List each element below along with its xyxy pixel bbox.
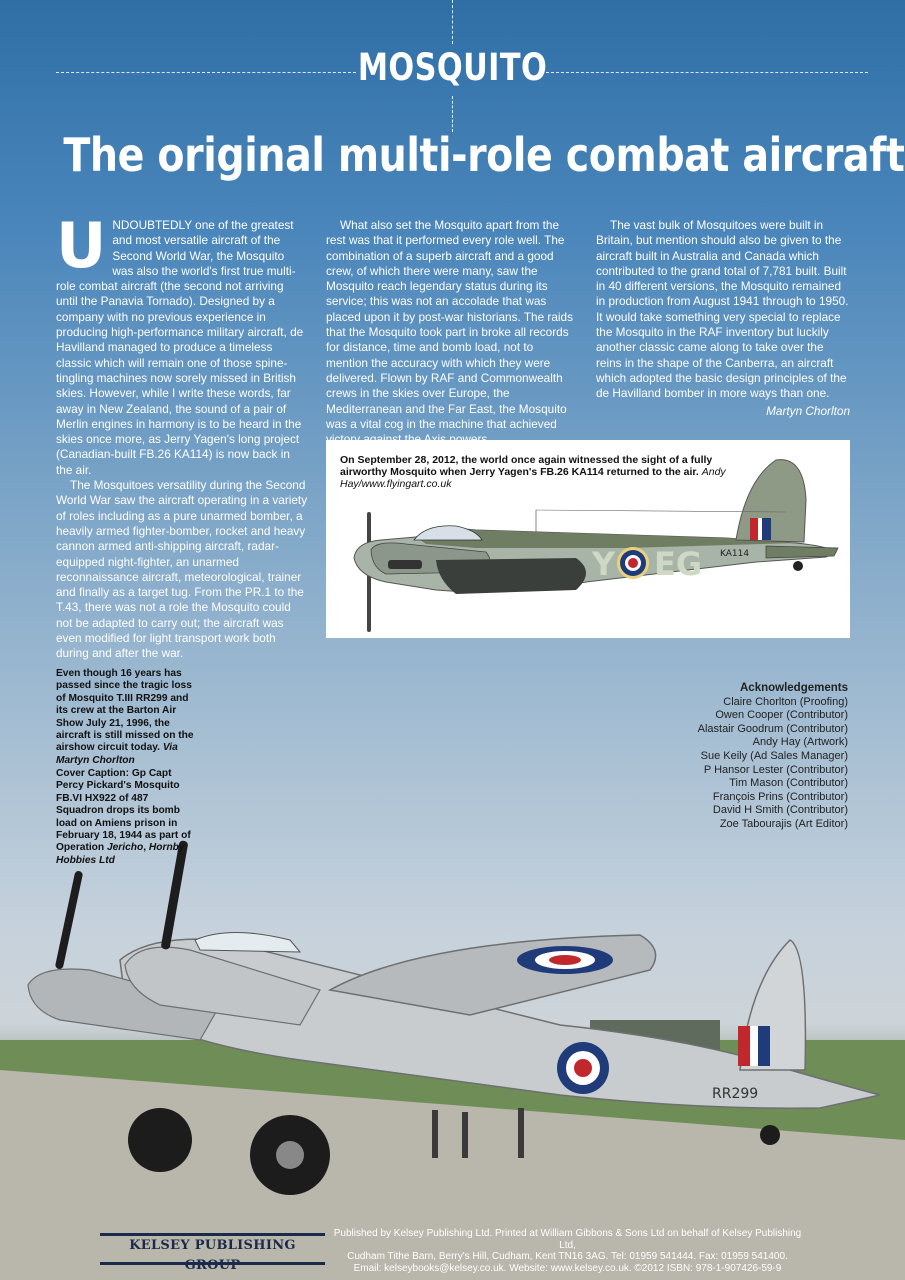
fin-flash-blue xyxy=(762,518,771,540)
publisher-logo-text: KELSEY PUBLISHING GROUP xyxy=(129,1238,296,1273)
byline: Martyn Chorlton xyxy=(766,403,850,418)
acknowledgement-item: Owen Cooper (Contributor) xyxy=(715,709,848,722)
paragraph xyxy=(56,209,308,478)
article-column-1 xyxy=(56,209,308,662)
section-kicker: MOSQUITO xyxy=(357,46,548,89)
acknowledgement-item: David H Smith (Contributor) xyxy=(712,804,848,817)
roundel-red xyxy=(628,558,638,568)
acknowledgement-item: Tim Mason (Contributor) xyxy=(729,777,848,790)
paragraph-text: NDOUBTEDLY one of the greatest and most versatile aircraft of the Second World War, the Mosquito was also the world's first true multi-role combat aircraft (the second not arriving until the Panavia Tornado). Designed by a company with no previous experience in producing high-performance military aircraft, de Havilland managed to produce a timeless classic which will remain one of those spine-tingling machines now sorely missed in British skies. However, while I write these words, far away in New Zealand, the sound of a pair of Merlin engines in harmony is to be heard in the skies once more, as Jerry Yagen's long project (Canadian-built FB.26 KA114) is now back in the air. xyxy=(56,218,304,477)
propeller-port xyxy=(55,870,84,969)
artwork-panel xyxy=(326,440,850,638)
paragraph: The Mosquitoes versatility during the Second World War saw the aircraft operating in a variety of roles including as a pure unarmed bomber, a heavily armed fighter-bomber, rocket and heavy cannon armed anti-shipping aircraft, radar-equipped night-fighter, an unarmed reconnaissance aircraft, meteorological, trainer and finally as a target tug. From the PR.1 to the T.43, there was not a role the Mosquito could not be adapted to carry out; the aircraft was even modified for light transport work both during and after the war. xyxy=(56,478,308,661)
main-wheel-port xyxy=(128,1108,192,1172)
operation-name: Jericho xyxy=(106,842,144,854)
cover-caption: Cover Caption: Gp Capt Percy Pickard's Mosquito FB.VI HX922 of 487 Squadron drops its bomb load on Amiens prison in February 18, 1944 as part of Operation Jericho, Hornby Hobbies Ltd xyxy=(56,768,191,866)
divider-mid xyxy=(452,96,453,132)
fin-flash-white xyxy=(758,518,762,540)
code-letters-left: Y xyxy=(592,545,616,583)
tail-wheel-photo xyxy=(760,1125,780,1145)
photo-serial: RR299 xyxy=(712,1086,759,1102)
photo-fin-flash-red xyxy=(738,1026,750,1066)
publisher-logo xyxy=(100,1233,325,1273)
photo-fin-flash-blue xyxy=(758,1026,770,1066)
exhaust-stubs xyxy=(388,560,422,569)
person xyxy=(462,1112,468,1158)
dropcap: U xyxy=(56,209,107,282)
imprint-line: Published by Kelsey Publishing Ltd. Printed at William Gibbons & Sons Ltd on behalf of Kelsey Publishing Ltd, xyxy=(333,1228,802,1251)
person xyxy=(518,1108,524,1158)
tailplane xyxy=(766,546,838,558)
artwork-caption-text: On September 28, 2012, the world once again witnessed the sight of a fully airworthy Mosquito when Jerry Yagen's FB.26 KA114 returned to the air. xyxy=(340,454,713,478)
imprint-line: Cudham Tithe Barn, Berry's Hill, Cudham, Kent TN16 3AG. Tel: 01959 541444. Fax: 01959 541400. xyxy=(347,1251,788,1263)
photo-caption-rr299 xyxy=(56,668,196,767)
photo-canopy xyxy=(195,933,300,953)
wing-underside xyxy=(436,558,586,594)
acknowledgements xyxy=(698,682,848,832)
article-column-3 xyxy=(596,218,850,419)
cover-caption-text: Cover Caption: Gp Capt Percy Pickard's Mosquito FB.VI HX922 of 487 Squadron drops its bomb load on Amiens prison in February 18, 1944 as part of Operation xyxy=(56,768,191,854)
serial-number: KA114 xyxy=(720,549,750,559)
rr299-photo xyxy=(0,840,905,1280)
paragraph: What also set the Mosquito apart from the rest was that it performed every role well. The combination of a superb aircraft and a good crew, of which there were many, saw the Mosquito reach legendary status during its service; this was not an accolade that was placed upon it by post-war historians. The raids that the Mosquito took part in broke all records for distance, time and bomb load, not to mention the accuracy with which they were delivered. Flown by RAF and Commonwealth crews in the skies over Europe, the Mediterranean and the Far East, the Mosquito was a vital cog in the machine that achieved xyxy=(326,218,573,431)
photo-fin-flash-white xyxy=(750,1026,758,1066)
tail-wheel xyxy=(793,561,803,571)
paragraph: The vast bulk of Mosquitoes were built in Britain, but mention should also be given to the aircraft built in Australia and Canada which contributed to the grand total of 7,781 built. Built in 40 different versions, the Mosquito remained in production from August 1941 through to 1950. It would take something very special to replace the Mosquito in the RAF inventory but luckily another classic came along to take over the reins in the shape of the Canberra, an aircraft which adopted the basic design principles of the de Havilland bomber in more ways than one. xyxy=(596,218,849,401)
acknowledgement-item: P Hansor Lester (Contributor) xyxy=(703,763,848,776)
imprint-line: Email: kelseybooks@kelsey.co.uk. Website: www.kelsey.co.uk. ©2012 ISBN: 978-1-907426-59-9 xyxy=(353,1262,782,1274)
divider-top xyxy=(452,0,453,44)
imprint xyxy=(330,1228,805,1274)
article-column-2 xyxy=(326,218,578,447)
mosquito-artwork xyxy=(326,440,850,638)
acknowledgements-title: Acknowledgements xyxy=(740,682,848,694)
wing-roundel-red xyxy=(549,955,581,965)
acknowledgement-item: Alastair Goodrum (Contributor) xyxy=(697,722,848,735)
artwork-credit: Andy Hay/www.flyingart.co.uk xyxy=(340,466,726,490)
person xyxy=(432,1110,438,1158)
acknowledgement-item: François Prins (Contributor) xyxy=(712,790,848,803)
code-letters-right: EG xyxy=(654,545,703,583)
acknowledgement-item: Andy Hay (Artwork) xyxy=(752,736,848,749)
acknowledgement-item: Claire Chorlton (Proofing) xyxy=(723,695,848,708)
caption-text: Even though 16 years has passed since the tragic loss of Mosquito T.III RR299 and its crew at the Barton Air Show July 21, 1996, the aircraft is still missed on the airshow circuit today. xyxy=(56,668,194,754)
acknowledgement-item: Sue Keily (Ad Sales Manager) xyxy=(700,749,848,762)
page-title: The original multi-role combat aircraft xyxy=(63,128,905,182)
canopy xyxy=(414,526,482,540)
caption-credit: Via Martyn Chorlton xyxy=(56,742,178,766)
fuselage-roundel-red xyxy=(574,1059,592,1077)
fin-flash-red xyxy=(750,518,758,540)
wheel-hub xyxy=(276,1141,304,1169)
acknowledgement-item: Zoe Tabourajis (Art Editor) xyxy=(719,817,848,830)
cover-caption-credit: Hornby Hobbies Ltd xyxy=(56,842,185,866)
